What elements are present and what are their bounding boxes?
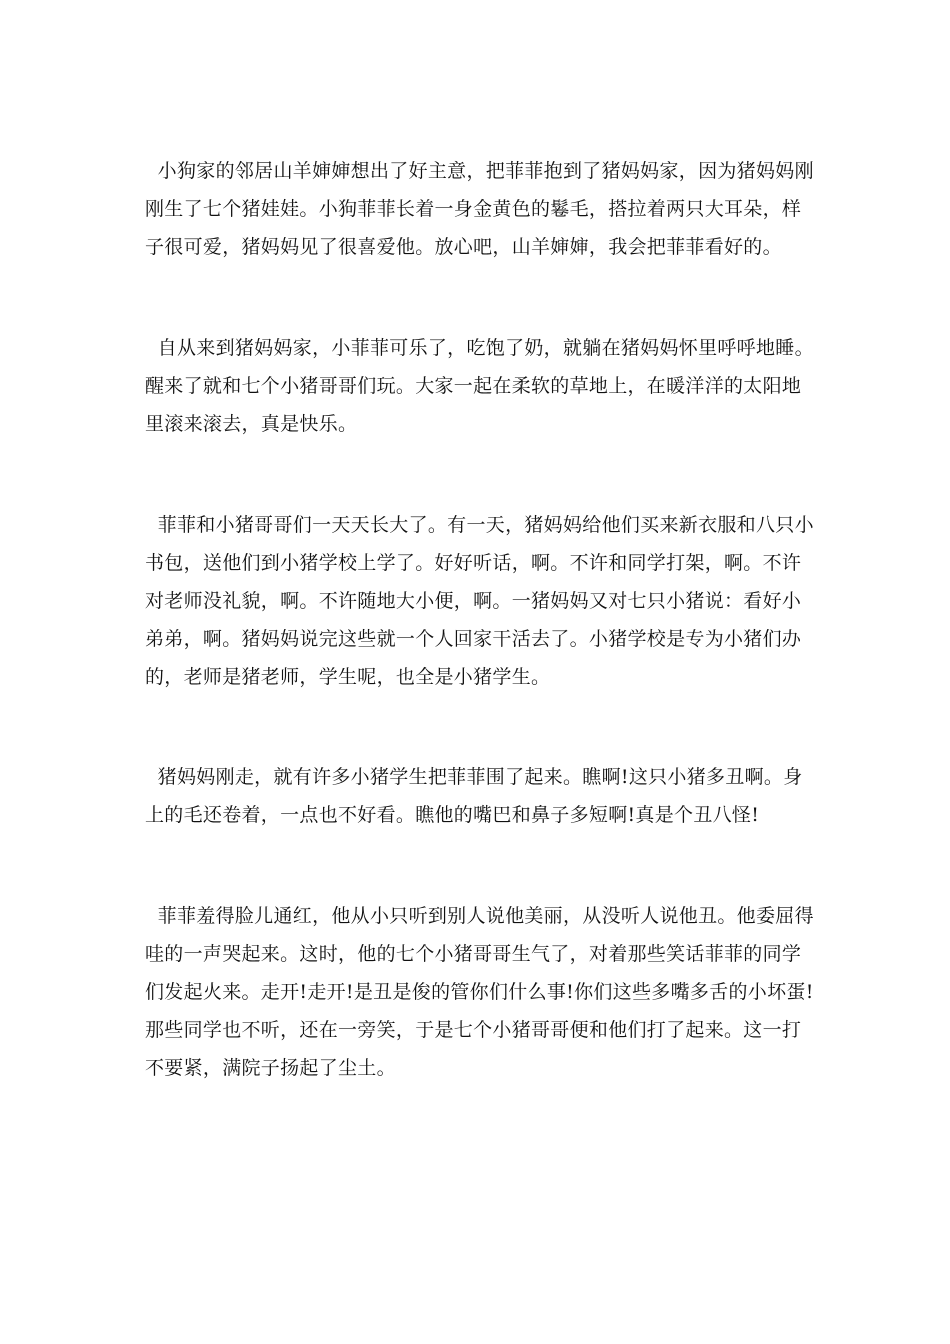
paragraph-line: 不要紧，满院子扬起了尘土。 xyxy=(145,1057,396,1079)
paragraph-line: 上的毛还卷着，一点也不好看。瞧他的嘴巴和鼻子多短啊!真是个丑八怪! xyxy=(145,804,760,826)
paragraph-3 xyxy=(145,506,815,696)
paragraph-line: 小狗家的邻居山羊婶婶想出了好主意，把菲菲抱到了猪妈妈家，因为猪妈妈刚 xyxy=(145,160,814,182)
paragraph-line: 菲菲羞得脸儿通红，他从小只听到别人说他美丽，从没听人说他丑。他委屈得 xyxy=(145,905,814,927)
paragraph-line: 哇的一声哭起来。这时，他的七个小猪哥哥生气了，对着那些笑话菲菲的同学 xyxy=(145,943,802,965)
paragraph-line: 弟弟，啊。猪妈妈说完这些就一个人回家干活去了。小猪学校是专为小猪们办 xyxy=(145,628,802,650)
paragraph-line: 醒来了就和七个小猪哥哥们玩。大家一起在柔软的草地上，在暖洋洋的太阳地 xyxy=(145,375,802,397)
paragraph-line: 猪妈妈刚走，就有许多小猪学生把菲菲围了起来。瞧啊!这只小猪多丑啊。身 xyxy=(145,766,803,788)
paragraph-1 xyxy=(145,152,815,266)
paragraph-5 xyxy=(145,897,815,1087)
paragraph-line: 对老师没礼貌，啊。不许随地大小便，啊。一猪妈妈又对七只小猪说：看好小 xyxy=(145,590,802,612)
paragraph-line: 刚生了七个猪娃娃。小狗菲菲长着一身金黄色的鬈毛，搭拉着两只大耳朵，样 xyxy=(145,198,802,220)
paragraph-line: 子很可爱，猪妈妈见了很喜爱他。放心吧，山羊婶婶，我会把菲菲看好的。 xyxy=(145,236,782,258)
paragraph-line: 菲菲和小猪哥哥们一天天长大了。有一天，猪妈妈给他们买来新衣服和八只小 xyxy=(145,514,814,536)
paragraph-line: 里滚来滚去，真是快乐。 xyxy=(145,413,358,435)
paragraph-line: 自从来到猪妈妈家，小菲菲可乐了，吃饱了奶，就躺在猪妈妈怀里呼呼地睡。 xyxy=(145,337,814,359)
paragraph-line: 那些同学也不听，还在一旁笑，于是七个小猪哥哥便和他们打了起来。这一打 xyxy=(145,1019,802,1041)
paragraph-2 xyxy=(145,329,815,443)
paragraph-line: 书包，送他们到小猪学校上学了。好好听话，啊。不许和同学打架，啊。不许 xyxy=(145,552,802,574)
paragraph-line: 们发起火来。走开!走开!是丑是俊的管你们什么事!你们这些多嘴多舌的小坏蛋! xyxy=(145,981,814,1003)
paragraph-line: 的，老师是猪老师，学生呢，也全是小猪学生。 xyxy=(145,666,551,688)
paragraph-4 xyxy=(145,758,815,834)
